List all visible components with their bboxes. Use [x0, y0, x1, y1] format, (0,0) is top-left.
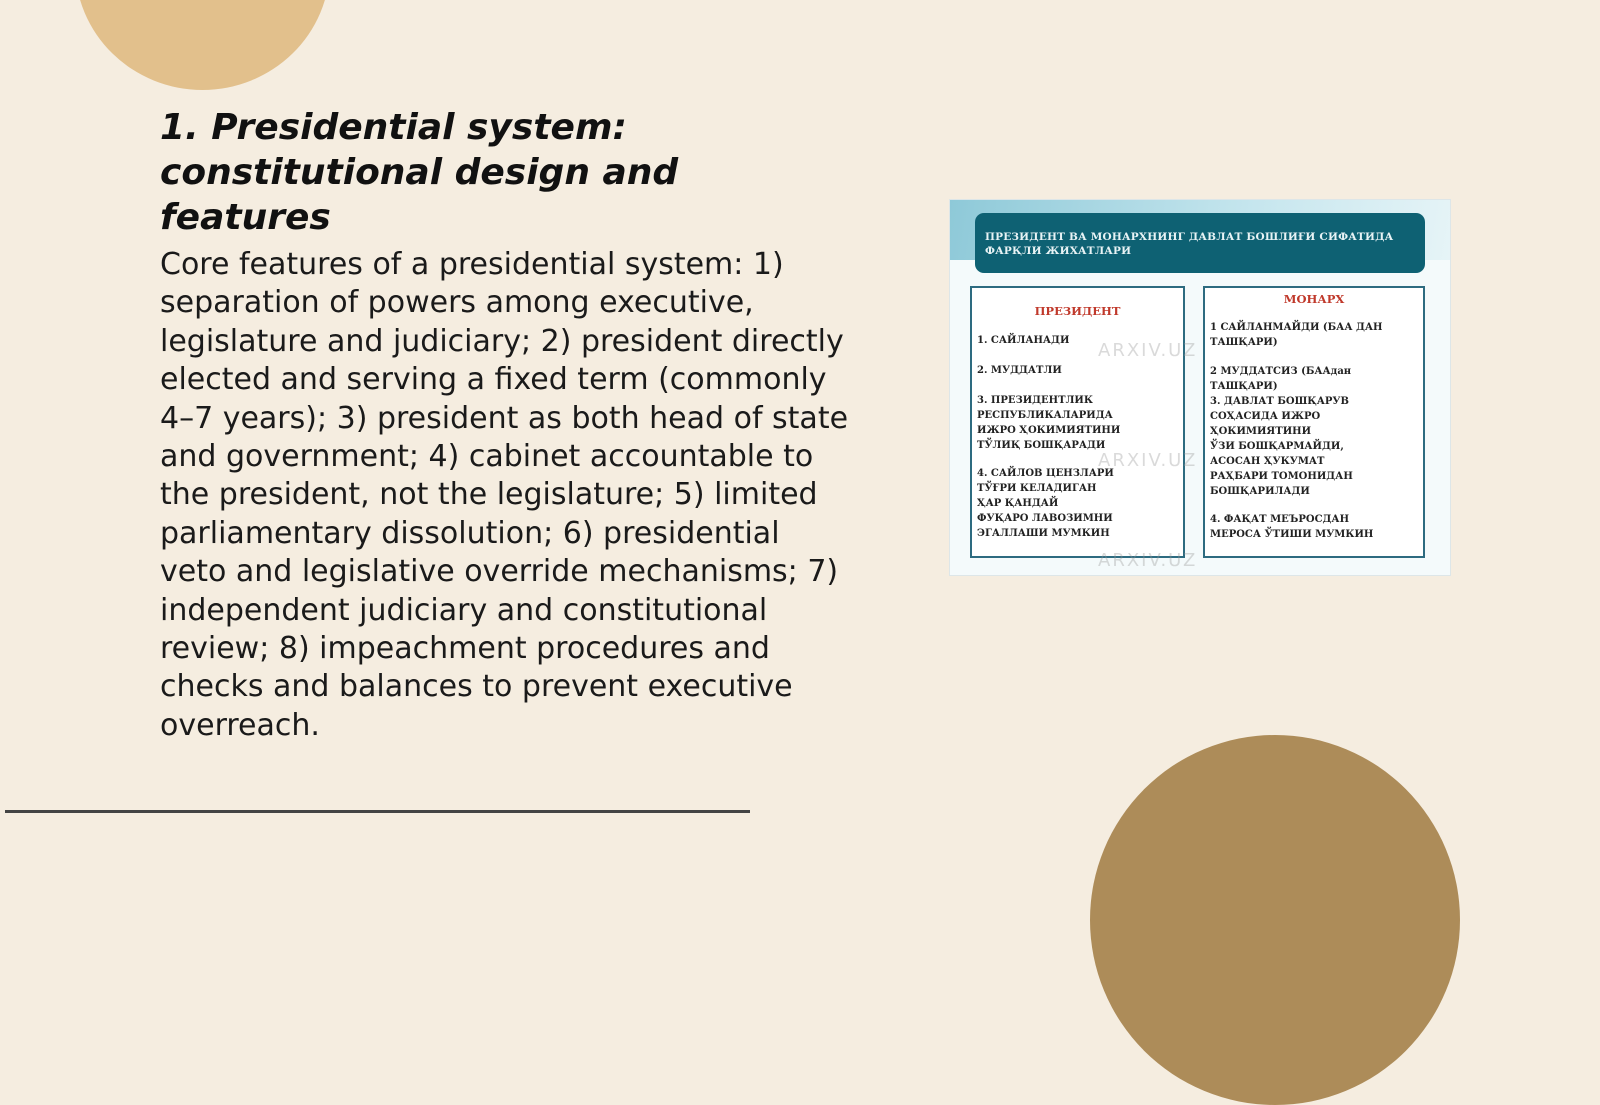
president-item: 3. ПРЕЗИДЕНТЛИК РЕСПУБЛИКАЛАРИДА ИЖРО ҲОКИМИЯТИНИ ТЎЛИҚ БОШҚАРАДИ	[977, 395, 1121, 451]
watermark: ARXIV.UZ	[1098, 550, 1198, 571]
monarch-item: 2 МУДДАТСИЗ (БААдан ТАШҚАРИ)	[1210, 366, 1352, 392]
monarch-item: 3. ДАВЛАТ БОШҚАРУВ СОҲАСИДА ИЖРО ҲОКИМИЯТИНИ ЎЗИ БОШҚАРМАЙДИ, АСОСАН ҲУКУМАТ РАҲБАРИ ТОМОНИДАН БОШҚАРИЛАДИ	[1210, 396, 1353, 497]
slide-title: 1. Presidential system: constitutional design and features	[160, 107, 679, 238]
president-heading: ПРЕЗИДЕНТ	[1034, 304, 1121, 318]
president-item: 2. МУДДАТЛИ	[977, 365, 1062, 376]
monarch-heading: МОНАРХ	[1283, 292, 1345, 306]
decorative-circle-bottom	[1090, 735, 1460, 1105]
slide-body-text: Core features of a presidential system: 1) separation of powers among executive, legislature and judiciary; 2) president directly elected and serving a fixed term (commonly 4–7 years); 3) president as both head of state and government; 4) cabinet accountable to the president, not the legislature; 5) limited parliamentary dissolution; 6) presidential veto and legislative override mechanisms; 7) independent judiciary and constitutional review; 8) impeachment procedures and checks and balances to prevent executive overreach.	[160, 247, 849, 743]
watermark: ARXIV.UZ	[1098, 340, 1198, 361]
image-header: ПРЕЗИДЕНТ ВА МОНАРХНИНГ ДАВЛАТ БОШЛИҒИ СИФАТИДА ФАРҚЛИ ЖИХАТЛАРИ	[975, 213, 1425, 273]
monarch-item: 1 САЙЛАНМАЙДИ (БАА ДАН ТАШҚАРИ)	[1210, 322, 1383, 348]
monarch-item: 4. ФАҚАТ МЕЪРОСДАН МЕРОСА ЎТИШИ МУМКИН	[1210, 514, 1374, 540]
president-item: 4. САЙЛОВ ЦЕНЗЛАРИ ТЎҒРИ КЕЛАДИГАН ҲАР ҚАНДАЙ ФУҚАРО ЛАВОЗИМНИ ЭГАЛЛАШИ МУМКИН	[977, 468, 1114, 539]
decorative-circle-top	[75, 0, 330, 90]
president-column	[970, 286, 1185, 558]
comparison-image	[950, 200, 1450, 575]
watermark: ARXIV.UZ	[1098, 450, 1198, 471]
president-item: 1. САЙЛАНАДИ	[977, 335, 1070, 346]
monarch-column	[1203, 286, 1425, 558]
divider-line	[5, 810, 750, 813]
